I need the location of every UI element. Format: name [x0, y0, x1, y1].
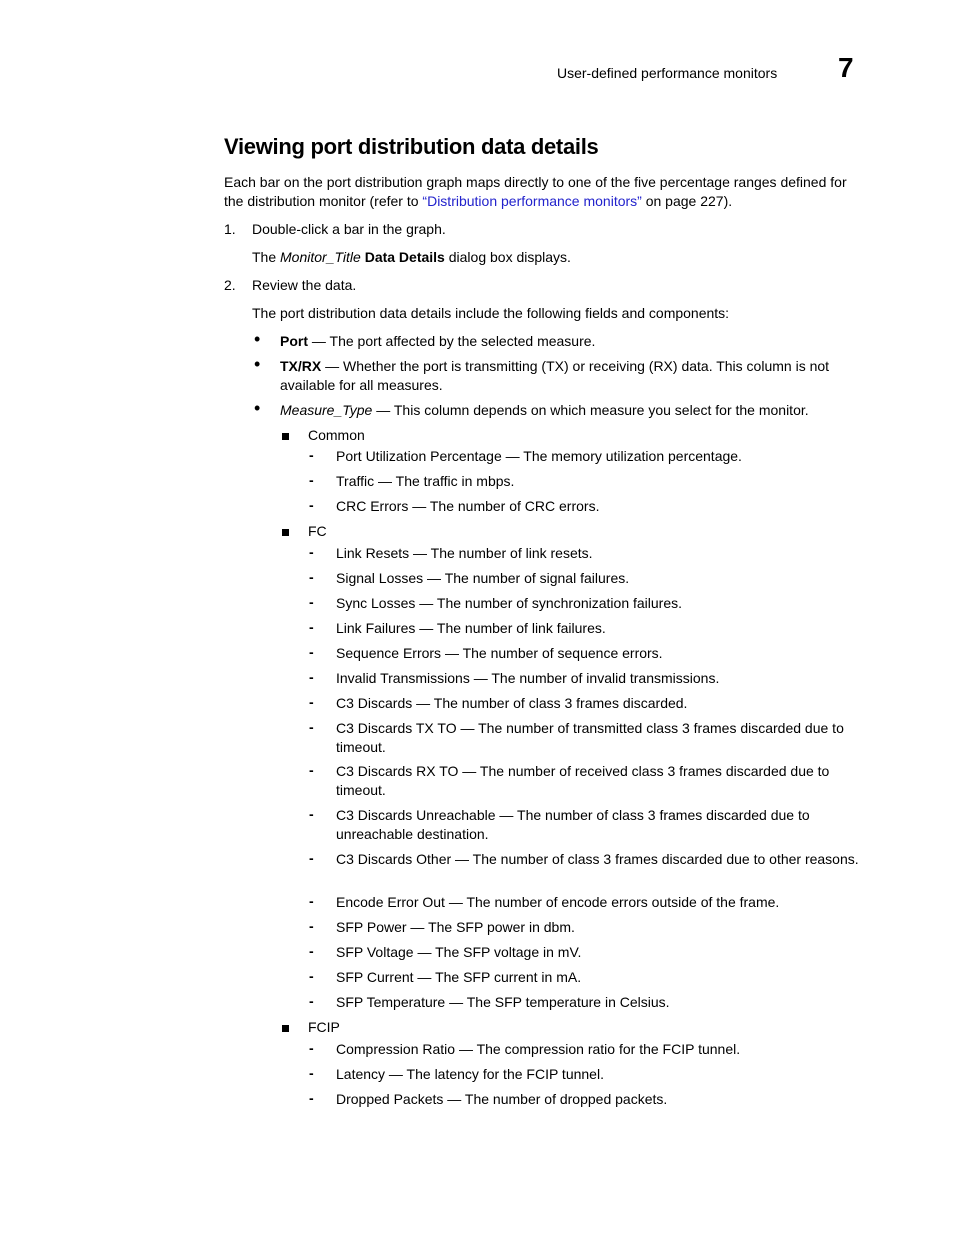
measure-item: Port Utilization Percentage — The memory utilization percentage. — [336, 448, 742, 464]
measure-item: C3 Discards TX TO — The number of transmitted class 3 frames discarded due to timeout. — [336, 720, 844, 755]
dash-bullet-icon: - — [309, 447, 314, 463]
step-text: Double-click a bar in the graph. — [252, 221, 446, 237]
dash-bullet-icon: - — [309, 569, 314, 585]
cross-reference-link[interactable]: “Distribution performance monitors” — [422, 193, 642, 209]
measure-item: Sync Losses — The number of synchronization failures. — [336, 595, 683, 611]
dash-bullet-icon: - — [309, 918, 314, 934]
dash-bullet-icon: - — [309, 719, 314, 735]
step-result: The Monitor_Title Data Details dialog box displays. — [252, 249, 571, 265]
section-title: Viewing port distribution data details — [224, 134, 599, 159]
square-bullet-icon — [282, 433, 289, 440]
dash-bullet-icon: - — [309, 806, 314, 822]
measure-item: C3 Discards RX TO — The number of received class 3 frames discarded due to timeout. — [336, 763, 830, 798]
dash-bullet-icon: - — [309, 968, 314, 984]
measure-item: C3 Discards — The number of class 3 frames discarded. — [336, 695, 688, 711]
measure-item: SFP Current — The SFP current in mA. — [336, 969, 582, 985]
step-text: Review the data. — [252, 277, 357, 293]
measure-item: Traffic — The traffic in mbps. — [336, 473, 515, 489]
bullet-dot: • — [254, 354, 261, 374]
measure-item: Encode Error Out — The number of encode errors outside of the frame. — [336, 894, 780, 910]
dash-bullet-icon: - — [309, 943, 314, 959]
measure-item: SFP Voltage — The SFP voltage in mV. — [336, 944, 582, 960]
measure-item: Link Failures — The number of link failures. — [336, 620, 606, 636]
measure-item: Sequence Errors — The number of sequence errors. — [336, 645, 663, 661]
measure-group-label: FC — [308, 523, 327, 539]
square-bullet-icon — [282, 1025, 289, 1032]
measure-item: C3 Discards Other — The number of class 3 frames discarded due to other reasons. — [336, 851, 859, 867]
dash-bullet-icon: - — [309, 694, 314, 710]
dash-bullet-icon: - — [309, 619, 314, 635]
dash-bullet-icon: - — [309, 1040, 314, 1056]
dash-bullet-icon: - — [309, 1090, 314, 1106]
bullet-dot: • — [254, 329, 261, 349]
measure-item: Link Resets — The number of link resets. — [336, 545, 593, 561]
dash-bullet-icon: - — [309, 850, 314, 866]
bullet-item: Port — The port affected by the selected measure. — [280, 333, 596, 349]
step-number: 2. — [224, 277, 236, 293]
dash-bullet-icon: - — [309, 1065, 314, 1081]
measure-item: Invalid Transmissions — The number of invalid transmissions. — [336, 670, 720, 686]
intro-paragraph: Each bar on the port distribution graph maps directly to one of the five percentage ranges defined for the distribution monitor (refer to “Distribution performance monitors” on page 227). — [224, 174, 847, 209]
step-lead: The port distribution data details include the following fields and components: — [252, 305, 730, 321]
dash-bullet-icon: - — [309, 544, 314, 560]
bullet-item: TX/RX — Whether the port is transmitting (TX) or receiving (RX) data. This column is not available for all measures. — [280, 358, 830, 393]
running-header: User-defined performance monitors — [557, 65, 778, 81]
dash-bullet-icon: - — [309, 669, 314, 685]
measure-item: SFP Temperature — The SFP temperature in Celsius. — [336, 994, 670, 1010]
measure-group-label: FCIP — [308, 1019, 340, 1035]
measure-item: Latency — The latency for the FCIP tunnel. — [336, 1066, 604, 1082]
chapter-number: 7 — [838, 52, 854, 83]
square-bullet-icon — [282, 529, 289, 536]
dash-bullet-icon: - — [309, 993, 314, 1009]
measure-item: Signal Losses — The number of signal failures. — [336, 570, 630, 586]
measure-group-label: Common — [308, 427, 365, 443]
measure-item: Compression Ratio — The compression ratio for the FCIP tunnel. — [336, 1041, 741, 1057]
bullet-dot: • — [254, 398, 261, 418]
dash-bullet-icon: - — [309, 497, 314, 513]
measure-item: SFP Power — The SFP power in dbm. — [336, 919, 575, 935]
dash-bullet-icon: - — [309, 472, 314, 488]
dash-bullet-icon: - — [309, 644, 314, 660]
measure-item: C3 Discards Unreachable — The number of class 3 frames discarded due to unreachable destination. — [336, 807, 810, 842]
dash-bullet-icon: - — [309, 762, 314, 778]
measure-item: CRC Errors — The number of CRC errors. — [336, 498, 600, 514]
step-number: 1. — [224, 221, 236, 237]
dash-bullet-icon: - — [309, 594, 314, 610]
bullet-item: Measure_Type — This column depends on which measure you select for the monitor. — [280, 402, 809, 418]
dash-bullet-icon: - — [309, 893, 314, 909]
measure-item: Dropped Packets — The number of dropped packets. — [336, 1091, 668, 1107]
